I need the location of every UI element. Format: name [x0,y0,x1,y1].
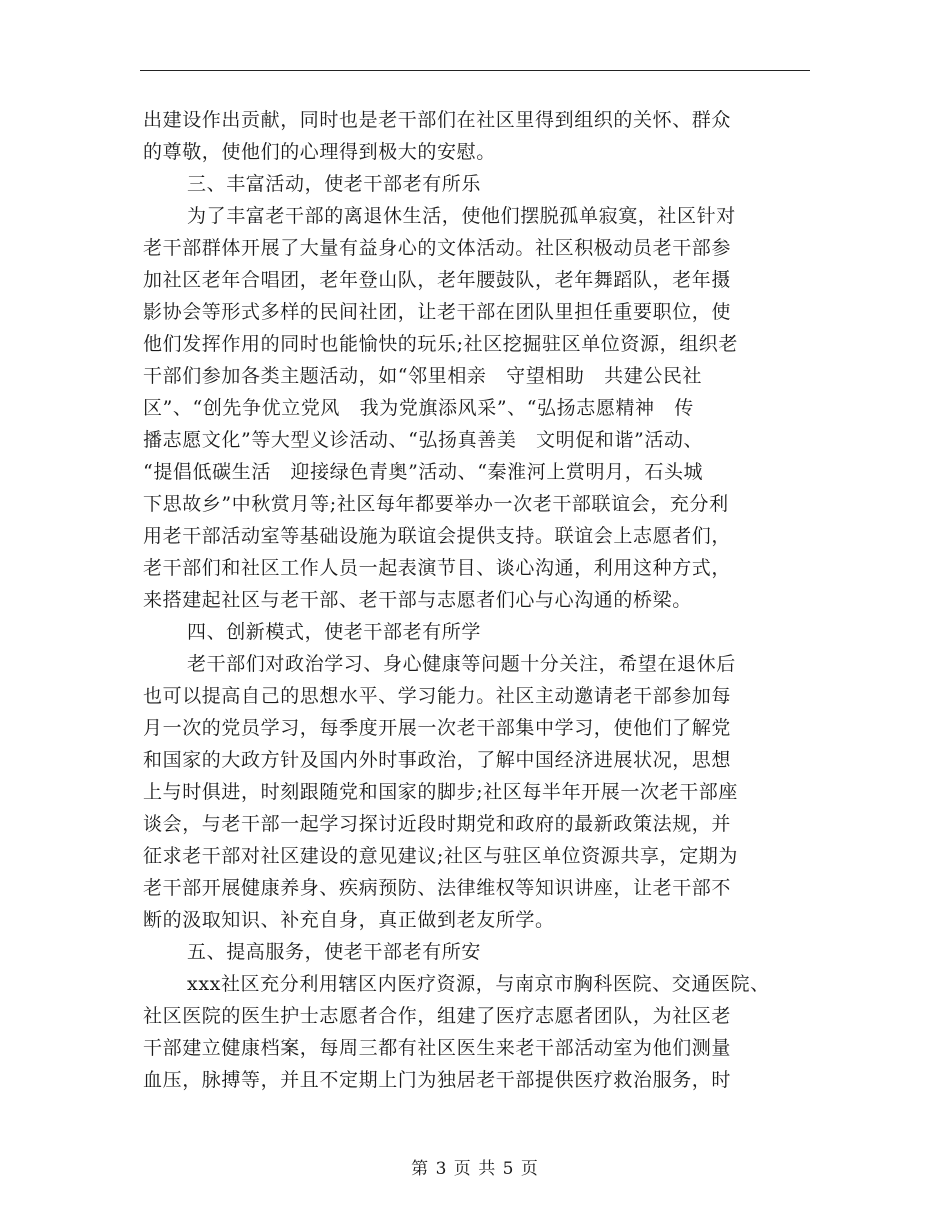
text-line: 也可以提高自己的思想水平、学习能力。社区主动邀请老干部参加每 [143,685,732,707]
text-line: 他们发挥作用的同时也能愉快的玩乐;社区挖掘驻区单位资源，组织老 [143,333,739,355]
text-line: 的尊敬，使他们的心理得到极大的安慰。 [143,141,496,163]
text-line: 老干部们和社区工作人员一起表演节目、谈心沟通，利用这种方式， [143,557,732,579]
text-line: 和国家的大政方针及国内外时事政治，了解中国经济进展状况，思想 [143,749,732,771]
text-line: 四、创新模式，使老干部老有所学 [187,621,482,643]
text-line: 老干部们对政治学习、身心健康等问题十分关注，希望在退休后 [187,653,736,675]
document-body [143,104,823,1096]
text-line: 为了丰富老干部的离退休生活，使他们摆脱孤单寂寞，社区针对 [187,205,736,227]
text-line: 血压，脉搏等，并且不定期上门为独居老干部提供医疗救治服务，时 [143,1069,732,1091]
text-line: 干部们参加各类主题活动，如“邻里相亲 守望相助 共建公民社 [143,365,703,387]
text-line: 月一次的党员学习，每季度开展一次老干部集中学习，使他们了解党 [143,717,732,739]
text-line: xxx社区充分利用辖区内医疗资源，与南京市胸科医院、交通医院、 [187,973,770,995]
text-line: 断的汲取知识、补充自身，真正做到老友所学。 [143,909,555,931]
text-line: 播志愿文化”等大型义诊活动、“弘扬真善美 文明促和谐”活动、 [143,429,704,451]
text-line: 上与时俱进，时刻跟随党和国家的脚步;社区每半年开展一次老干部座 [143,781,739,803]
text-line: 征求老干部对社区建设的意见建议;社区与驻区单位资源共享，定期为 [143,845,739,867]
text-line: 用老干部活动室等基础设施为联谊会提供支持。联谊会上志愿者们， [143,525,732,547]
text-line: 社区医院的医生护士志愿者合作，组建了医疗志愿者团队，为社区老 [143,1005,732,1027]
header-rule [140,70,810,71]
text-line: 干部建立健康档案，每周三都有社区医生来老干部活动室为他们测量 [143,1037,732,1059]
text-line: “提倡低碳生活 迎接绿色青奥”活动、“秦淮河上赏明月，石头城 [143,461,704,483]
text-line: 老干部群体开展了大量有益身心的文体活动。社区积极动员老干部参 [143,237,732,259]
text-line: 来搭建起社区与老干部、老干部与志愿者们心与心沟通的桥梁。 [143,589,692,611]
text-line: 五、提高服务，使老干部老有所安 [187,941,482,963]
text-line: 下思故乡”中秋赏月等;社区每年都要举办一次老干部联谊会，充分利 [143,493,729,515]
page-footer: 第 3 页 共 5 页 [411,1159,539,1179]
text-line: 谈会，与老干部一起学习探讨近段时期党和政府的最新政策法规，并 [143,813,732,835]
text-line: 区”、“创先争优立党风 我为党旗添风采”、“弘扬志愿精神 传 [143,397,694,419]
text-line: 影协会等形式多样的民间社团，让老干部在团队里担任重要职位，使 [143,301,732,323]
text-line: 老干部开展健康养身、疾病预防、法律维权等知识讲座，让老干部不 [143,877,732,899]
text-line: 加社区老年合唱团，老年登山队，老年腰鼓队，老年舞蹈队，老年摄 [143,269,732,291]
text-line: 三、丰富活动，使老干部老有所乐 [187,173,482,195]
text-line: 出建设作出贡献，同时也是老干部们在社区里得到组织的关怀、群众 [143,109,732,131]
